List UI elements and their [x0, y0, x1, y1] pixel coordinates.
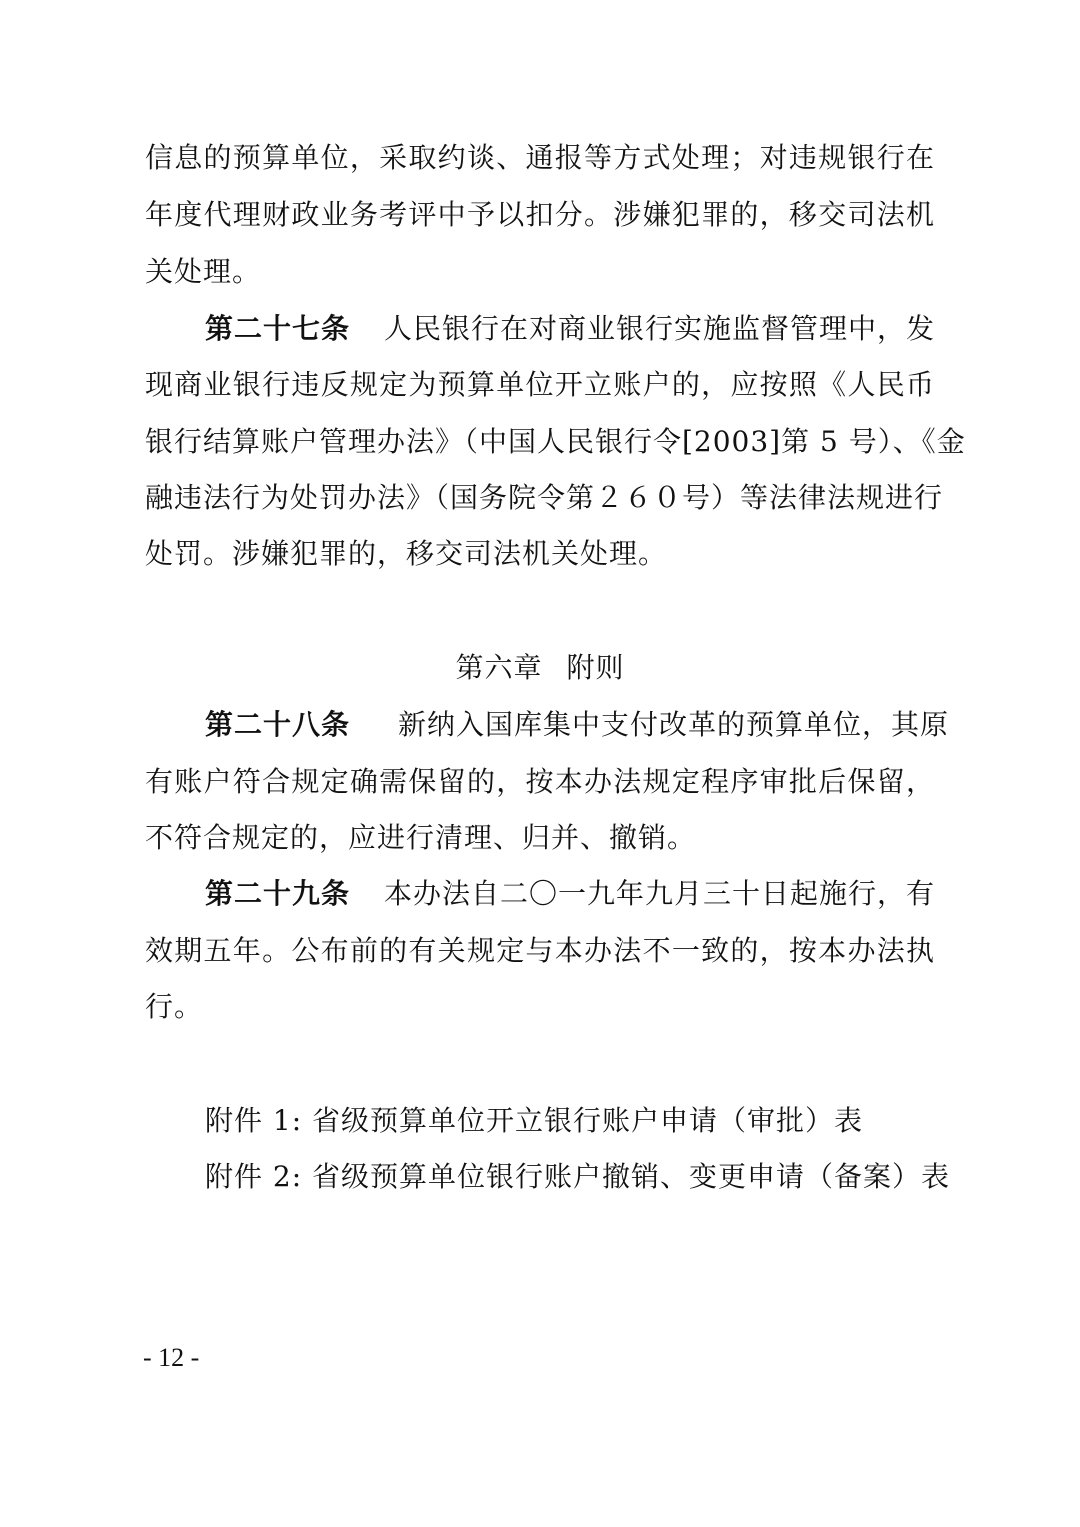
paragraph-line: 信息的预算单位，采取约谈、通报等方式处理；对违规银行在 — [145, 141, 935, 174]
article-29-line: 行。 — [145, 990, 204, 1023]
article-28-line: 不符合规定的，应进行清理、归并、撤销。 — [145, 821, 697, 854]
article-27-line: 融违法行为处罚办法》（国务院令第２６０号）等法律法规进行 — [145, 481, 944, 514]
article-27-number: 第二十七条 — [205, 312, 351, 345]
article-28-first-line — [205, 705, 950, 745]
article-29-line: 效期五年。公布前的有关规定与本办法不一致的，按本办法执 — [145, 934, 935, 967]
chapter-title: 附则 — [566, 651, 625, 684]
article-28-line: 有账户符合规定确需保留的，按本办法规定程序审批后保留， — [145, 765, 935, 798]
article-29-first-line — [205, 874, 935, 914]
attachment-2: 附件 2: 省级预算单位银行账户撤销、变更申请（备案）表 — [205, 1160, 951, 1193]
chapter-heading — [0, 648, 1080, 688]
article-29-number: 第二十九条 — [205, 877, 351, 910]
article-27-text: 人民银行在对商业银行实施监督管理中，发 — [384, 312, 936, 345]
paragraph-line: 年度代理财政业务考评中予以扣分。涉嫌犯罪的，移交司法机 — [145, 198, 935, 231]
article-27-line: 处罚。涉嫌犯罪的，移交司法机关处理。 — [145, 537, 668, 570]
article-29-text: 本办法自二〇一九年九月三十日起施行，有 — [384, 877, 936, 910]
paragraph-line: 关处理。 — [145, 255, 262, 288]
attachment-1: 附件 1: 省级预算单位开立银行账户申请（审批）表 — [205, 1104, 864, 1137]
article-27-line: 银行结算账户管理办法》（中国人民银行令[2003]第 5 号）、《金 — [145, 425, 966, 458]
article-27-line: 现商业银行违反规定为预算单位开立账户的，应按照《人民币 — [145, 368, 935, 401]
article-27-first-line — [205, 309, 935, 349]
chapter-number: 第六章 — [455, 651, 543, 684]
article-28-text: 新纳入国库集中支付改革的预算单位，其原 — [398, 708, 950, 741]
page-number: - 12 - — [143, 1343, 200, 1372]
article-28-number: 第二十八条 — [205, 708, 351, 741]
